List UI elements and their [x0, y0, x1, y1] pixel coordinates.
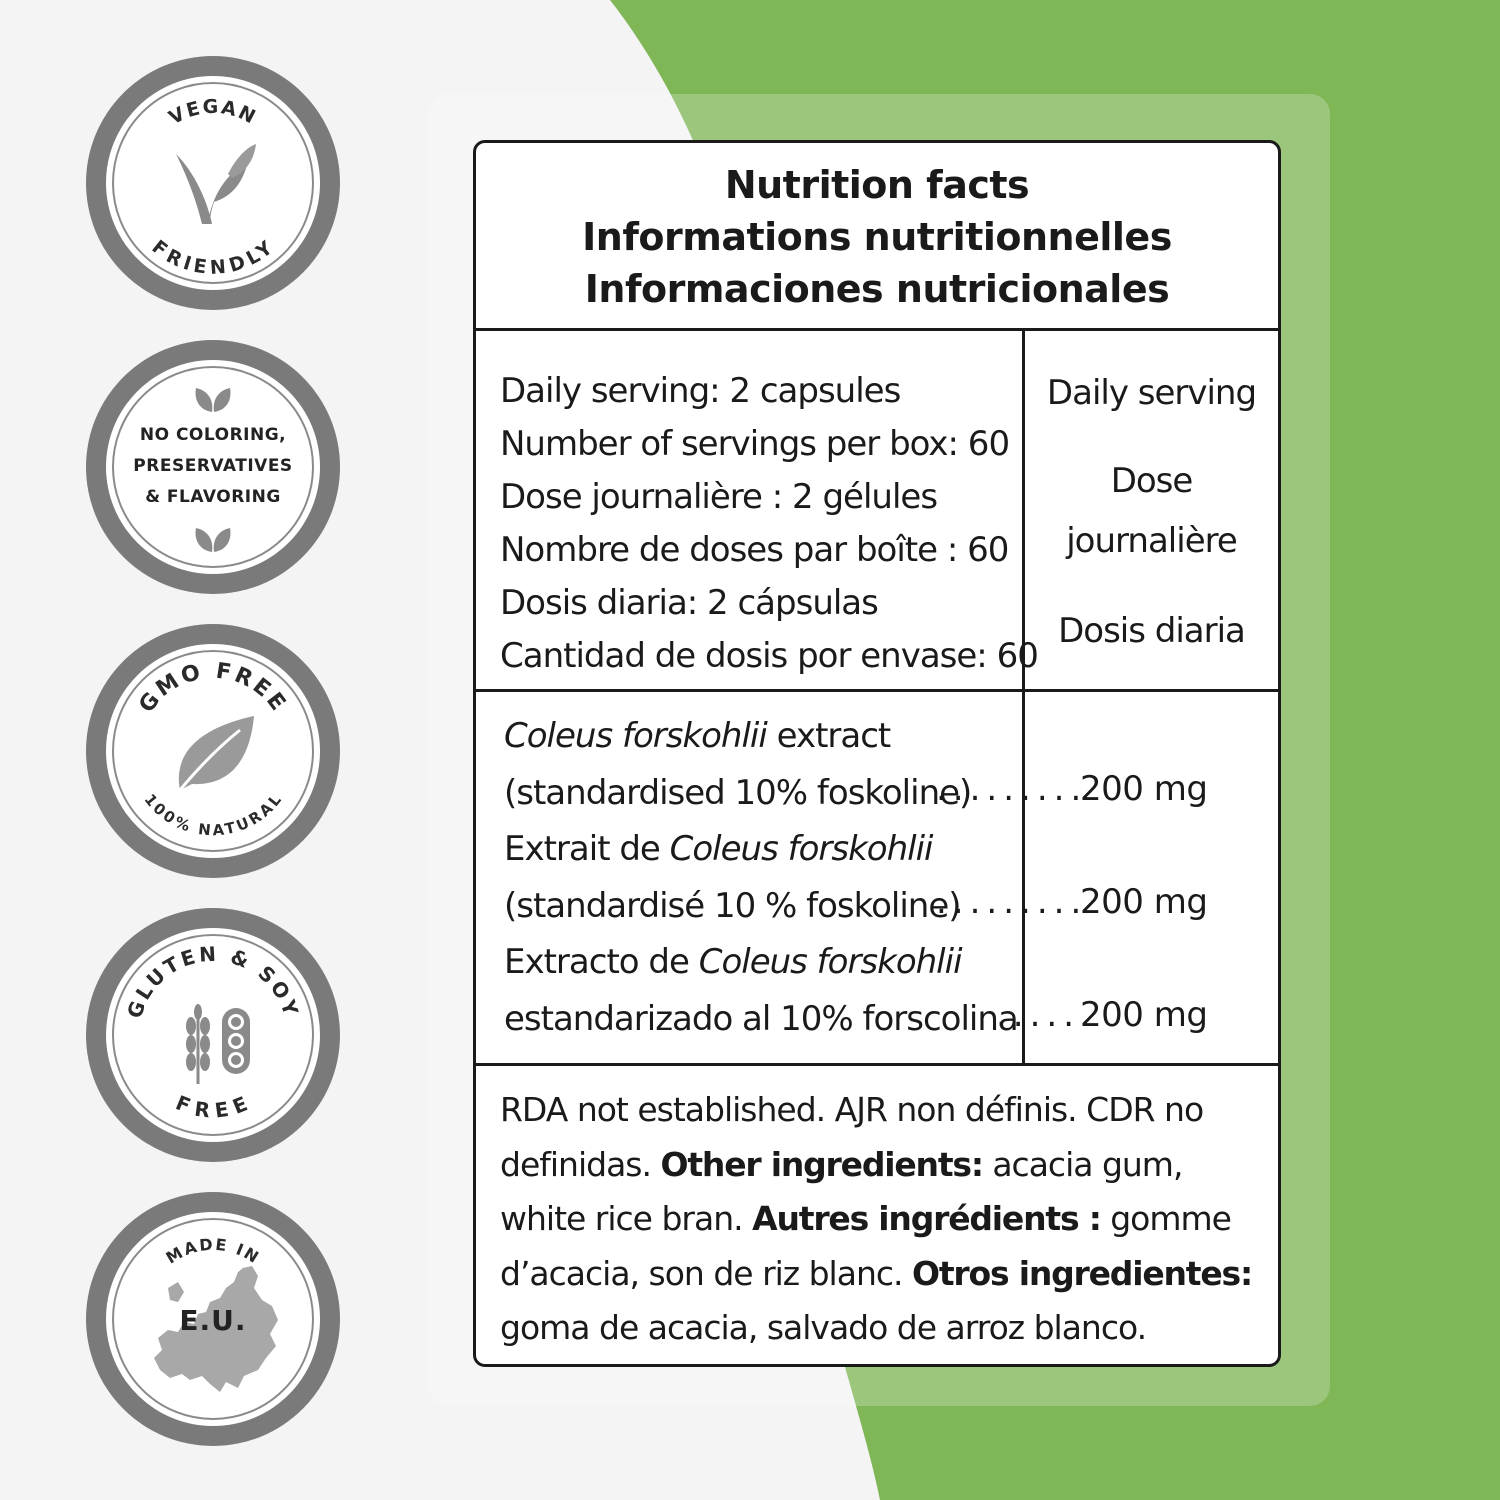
daily-serving-column-header: [1025, 331, 1278, 689]
svg-text:GMO FREE: [134, 659, 291, 718]
badge-line: NO COLORING,: [139, 425, 287, 445]
vegan-friendly-badge: [86, 56, 340, 310]
gluten-soy-free-badge: [86, 908, 340, 1162]
badge-line: PRESERVATIVES: [133, 456, 293, 476]
dot-leader: .........: [936, 882, 1088, 922]
dot-leader: .....: [996, 995, 1081, 1035]
made-in-eu-badge: [86, 1192, 340, 1446]
ingredient-detail: (standardisé 10 % foskoline): [504, 885, 961, 926]
title-line-fr: Informations nutritionnelles: [582, 215, 1172, 259]
autres-ingredients-text: gomme d’acacia, son de riz blanc.: [500, 1199, 1231, 1293]
row-divider: [476, 689, 1278, 692]
ingredient-name: Extracto de Coleus forskohlii: [504, 942, 962, 982]
row-divider: [476, 1063, 1278, 1066]
badge-top-text: GMO FREE: [134, 658, 292, 718]
badge-line: & FLAVORING: [145, 487, 281, 507]
title-line-en: Nutrition facts: [724, 163, 1030, 207]
leaf-icon: [170, 710, 256, 794]
ingredient-amount: 200 mg: [1080, 995, 1208, 1035]
leaf-pair-icon: [192, 382, 234, 414]
svg-text:FRIENDLY: [148, 236, 279, 279]
serving-line: Dosis diaria: 2 cápsulas: [500, 583, 878, 623]
column-header-fr-1: Dose: [1110, 461, 1193, 501]
serving-line: Cantidad de dosis por envase: 60: [500, 636, 1038, 676]
otros-ingredientes-label: Otros ingredientes:: [912, 1253, 1252, 1293]
serving-line: Nombre de doses par boîte : 60: [500, 530, 1009, 570]
badge-top-text: MADE IN: [162, 1234, 264, 1268]
dot-leader: .........: [936, 769, 1088, 809]
rda-text: RDA not established. AJR non définis. CDR no definidas.: [500, 1090, 1204, 1184]
nutrition-facts-panel: [473, 140, 1281, 1367]
otros-ingredientes-text: goma de acacia, salvado de arroz blanco.: [500, 1308, 1147, 1347]
wheat-soy-icon: [176, 1000, 256, 1086]
svg-text:FREE: [172, 1090, 253, 1122]
ingredient-detail: (standardised 10% foskoline): [504, 772, 972, 813]
autres-ingredients-label: Autres ingrédients :: [752, 1199, 1101, 1238]
badge-bottom-text: 100% NATURAL: [140, 790, 286, 840]
ingredient-name: Extrait de Coleus forskohlii: [504, 829, 933, 869]
serving-line: Dose journalière : 2 gélules: [500, 477, 938, 517]
ingredient-detail: estandarizado al 10% forscolina: [504, 998, 1018, 1039]
badge-top-text: GLUTEN & SOY: [122, 941, 304, 1022]
other-ingredients-label: Other ingredients:: [660, 1144, 983, 1184]
ingredient-name: Coleus forskohlii extract: [504, 716, 891, 756]
leaf-pair-icon: [192, 522, 234, 554]
badge-top-text: VEGAN: [165, 95, 261, 130]
panel-title: [476, 143, 1278, 331]
column-header-fr-2: journalière: [1066, 521, 1237, 561]
no-additives-badge: [86, 340, 340, 594]
column-header-en: Daily serving: [1046, 373, 1257, 413]
badge-bottom-text: FRIENDLY: [147, 235, 279, 279]
gmo-free-badge: [86, 624, 340, 878]
column-header-es: Dosis diaria: [1058, 611, 1245, 651]
ingredient-amount: 200 mg: [1080, 769, 1208, 809]
footer-text: [500, 1083, 1270, 1356]
title-line-es: Informaciones nutricionales: [584, 267, 1170, 311]
ingredient-amount: 200 mg: [1080, 882, 1208, 922]
badge-text-lines: [106, 420, 320, 513]
svg-text:MADE IN: [163, 1235, 264, 1268]
ingredient-list: [504, 708, 1024, 1047]
serving-line: Daily serving: 2 capsules: [500, 371, 901, 411]
badge-center-text: E.U.: [179, 1304, 247, 1337]
badge-bottom-text: FREE: [172, 1090, 254, 1123]
serving-info: [500, 365, 1038, 683]
svg-text:VEGAN: [165, 96, 260, 129]
vegan-leaf-icon: [168, 134, 258, 234]
other-ingredients-text: acacia gum, white rice bran.: [500, 1144, 1183, 1238]
serving-line: Number of servings per box: 60: [500, 424, 1010, 464]
svg-text:100% NATURAL: [141, 790, 286, 839]
